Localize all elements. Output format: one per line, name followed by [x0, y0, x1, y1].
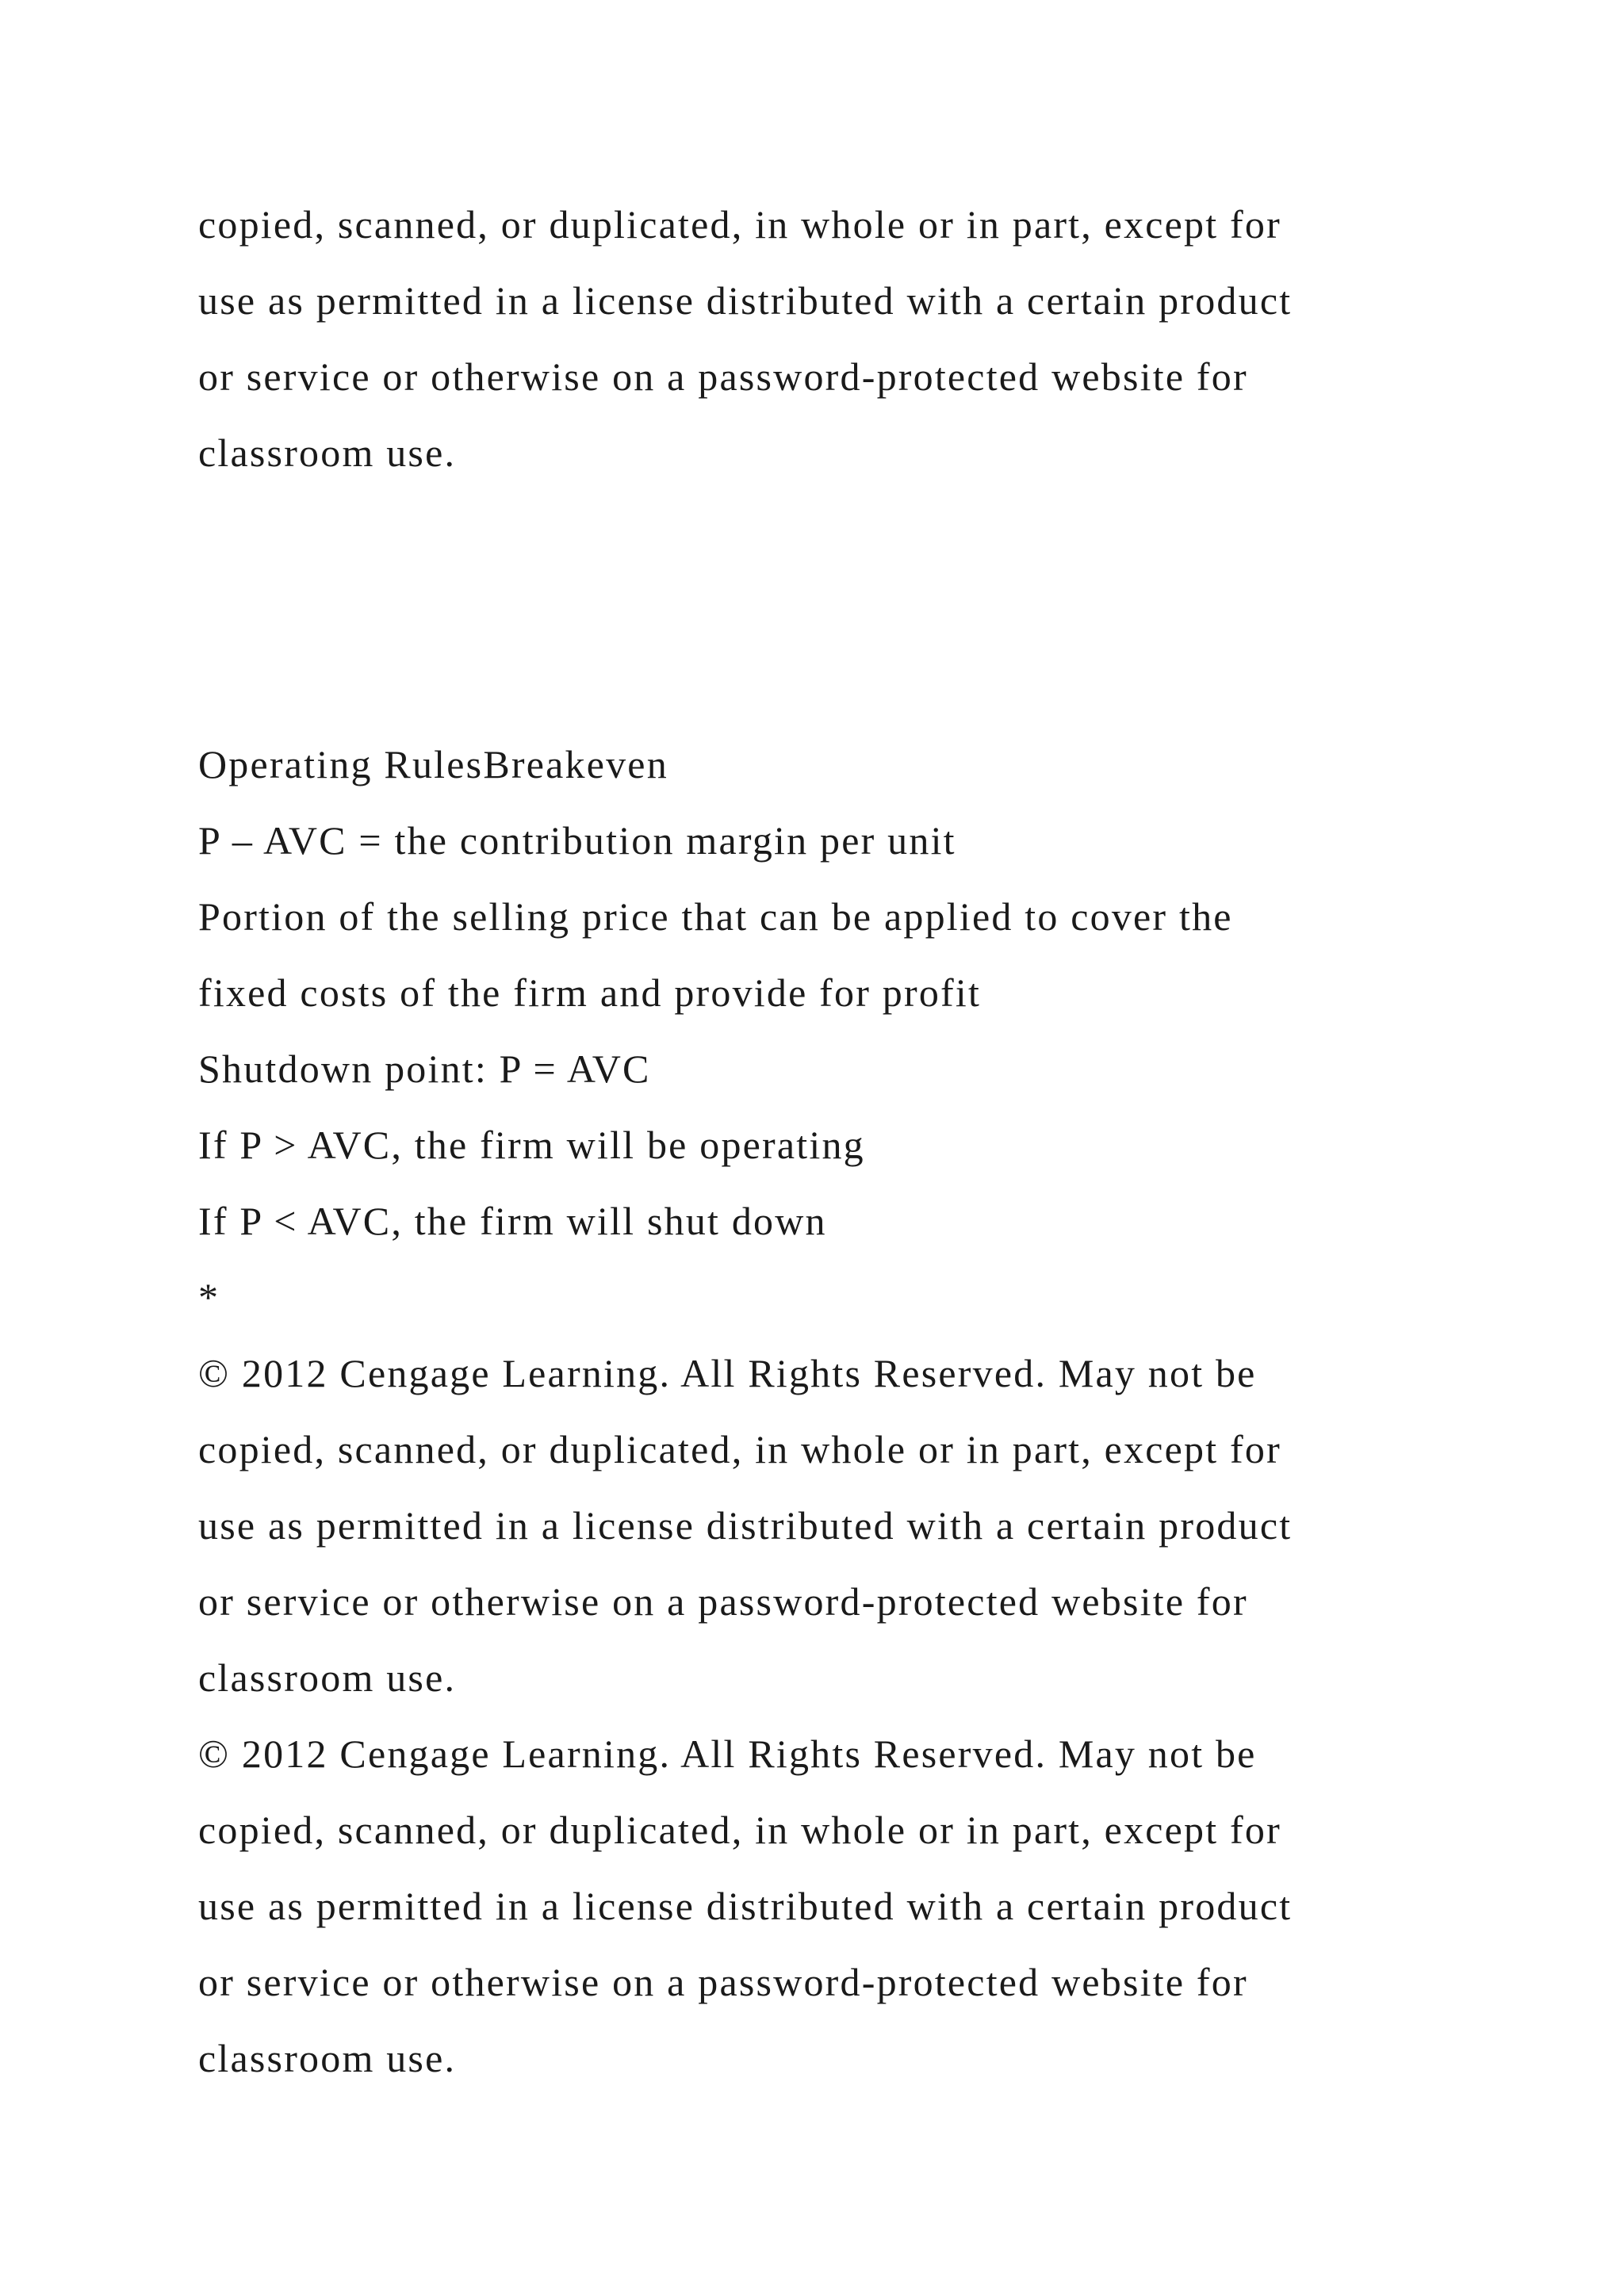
copyright-line: © 2012 Cengage Learning. All Rights Reserved. May not be	[198, 1351, 1257, 1395]
copyright-line: use as permitted in a license distributed with a certain product	[198, 278, 1293, 323]
copyright-line: or service or otherwise on a password-protected website for	[198, 1579, 1248, 1624]
copyright-line: copied, scanned, or duplicated, in whole or in part, except for	[198, 1427, 1281, 1471]
slide-bullet: fixed costs of the firm and provide for profit	[198, 970, 982, 1015]
slide-bullet: P – AVC = the contribution margin per unit	[198, 818, 956, 863]
copyright-line: classroom use.	[198, 1655, 457, 1700]
slide-bullet: Portion of the selling price that can be applied to cover the	[198, 894, 1233, 939]
slide-bullet: If P > AVC, the firm will be operating	[198, 1123, 865, 1167]
slide-bullet: Shutdown point: P = AVC	[198, 1047, 651, 1091]
slide-marker: *	[198, 1275, 220, 1319]
copyright-line: or service or otherwise on a password-protected website for	[198, 354, 1248, 399]
copyright-line: use as permitted in a license distributed with a certain product	[198, 1503, 1293, 1548]
slide-title: Operating RulesBreakeven	[198, 742, 668, 786]
copyright-line: copied, scanned, or duplicated, in whole or in part, except for	[198, 1808, 1281, 1852]
copyright-line: copied, scanned, or duplicated, in whole or in part, except for	[198, 202, 1281, 247]
copyright-line: © 2012 Cengage Learning. All Rights Reserved. May not be	[198, 1732, 1257, 1776]
copyright-line: classroom use.	[198, 430, 457, 475]
copyright-line: use as permitted in a license distributed with a certain product	[198, 1884, 1293, 1928]
slide-bullet: If P < AVC, the firm will shut down	[198, 1199, 827, 1243]
copyright-line: or service or otherwise on a password-protected website for	[198, 1960, 1248, 2004]
copyright-line: classroom use.	[198, 2036, 457, 2080]
